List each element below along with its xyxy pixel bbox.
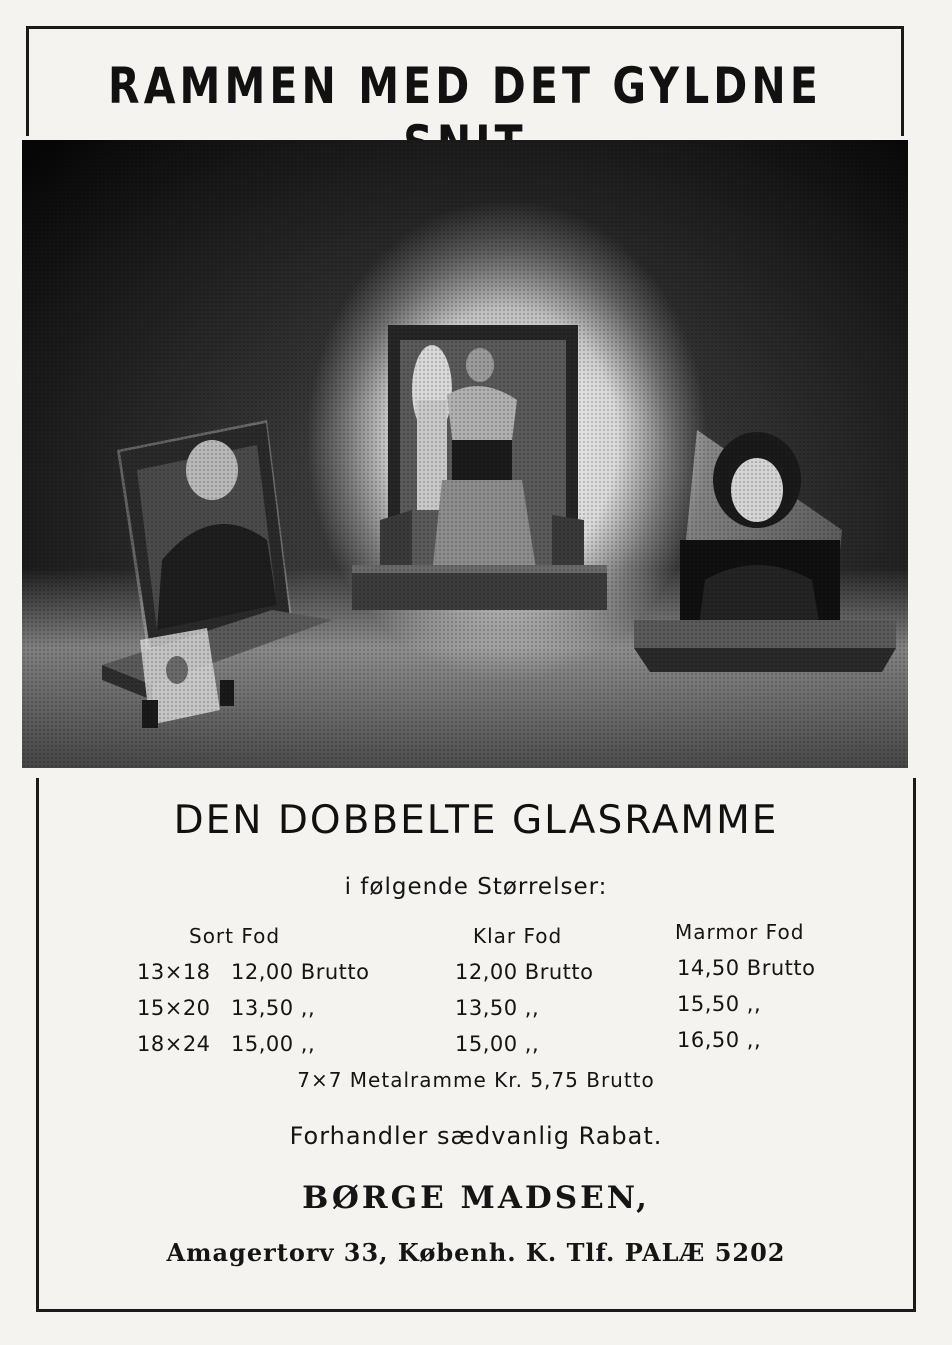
column-header-klar-fod: Klar Fod: [473, 924, 563, 948]
headline: RAMMEN MED DET GYLDNE: [108, 57, 822, 115]
company-name: BØRGE MADSEN,: [302, 1180, 650, 1216]
product-subtitle: i følgende Størrelser:: [344, 874, 608, 900]
price-marmor-fod: 16,50 ,,: [677, 1028, 762, 1052]
size-label: 13×18: [137, 960, 211, 984]
price-klar-fod: 12,00 Brutto: [455, 960, 594, 984]
price-sort-fod: 13,50 ,,: [231, 996, 316, 1020]
dealer-discount-note: Forhandler sædvanlig Rabat.: [289, 1122, 663, 1150]
price-klar-fod: 13,50 ,,: [455, 996, 540, 1020]
company-address: Amagertorv 33, Københ. K. Tlf. PALÆ 5202: [166, 1238, 786, 1267]
frames-illustration: [22, 140, 908, 768]
left-frame: [102, 420, 332, 728]
metal-frame-price: 7×7 Metalramme Kr. 5,75 Brutto: [297, 1068, 655, 1092]
price-marmor-fod: 15,50 ,,: [677, 992, 762, 1016]
header-box: [26, 26, 904, 136]
size-label: 15×20: [137, 996, 211, 1020]
price-sort-fod: 15,00 ,,: [231, 1032, 316, 1056]
column-header-marmor-fod: Marmor Fod: [675, 920, 805, 944]
product-title: DEN DOBBELTE GLASRAMME: [173, 798, 779, 843]
center-frame: [352, 325, 607, 610]
price-marmor-fod: 14,50 Brutto: [677, 956, 816, 980]
size-label: 18×24: [137, 1032, 211, 1056]
column-header-sort-fod: Sort Fod: [189, 924, 281, 948]
price-sort-fod: 12,00 Brutto: [231, 960, 370, 984]
text-box: [36, 778, 916, 1312]
product-photo: [22, 140, 908, 768]
price-klar-fod: 15,00 ,,: [455, 1032, 540, 1056]
right-frame: [634, 430, 896, 672]
photo-floor: [22, 568, 908, 768]
